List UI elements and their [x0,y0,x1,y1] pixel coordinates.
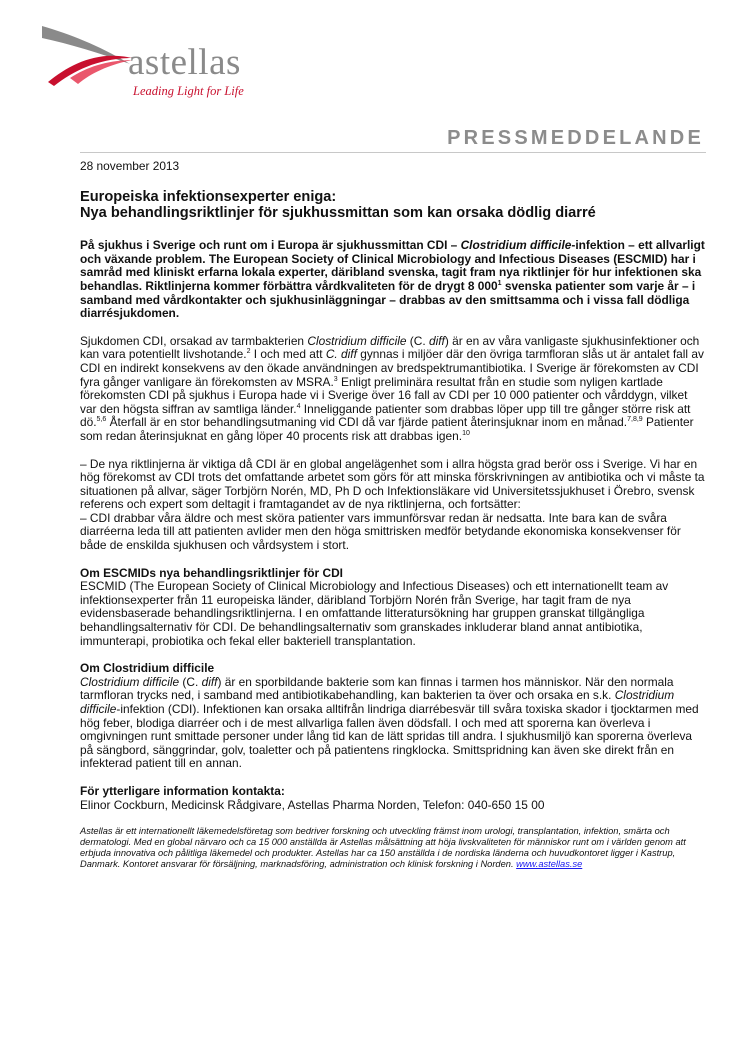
section-body: ESCMID (The European Society of Clinical Microbiology and Infectious Diseases) och ett internationellt team av infektionsexperter från 11 europeiska länder, däribland Torbjörn Norén från Sverige, har tagit fram de nya evidensbaserade behandlingsriktlinjerna. I en omfattande litteratursökning har gruppen granskat tillgängliga behandlingsalternativ för CDI. De behandlingsalternativ som granskades inkluderar bland annat antibiotika, immunterapi, probiotika och fekal eller bakteriell transplantation. [80,579,669,648]
text: (C. [179,674,202,689]
section-escmid [80,567,706,649]
quote-text: – CDI drabbar våra äldre och mest sköra patienter vars immunförsvar redan är nedsatta. Inte bara kan de svåra diarréerna leda till att patienten avlider men den höga smittrisken medför betydande ekonomiska konsekvenser för både de enskilda sjukhusen och vårdsystem i stort. [80,510,681,553]
headline-line-1: Europeiska infektionsexperter eniga: [80,188,337,205]
section-body [80,676,706,771]
text: gynnas i miljöer där den övriga tarmfloran slås ut är antalet fall av CDI en indirekt konsekvens av den ökade användningen av bredspektrumantibiotika. I Sverige är förekomsten av CDI fyra gånger vanligare än förekomsten av MSRA. [80,347,704,389]
text: ) är en sporbildande bakterie som kan finnas i tarmen hos människor. När den normala tarmfloran trycks ned, i samband med antibiotikabehandling, kan bakterien ta över och orsaka en s.k. [80,674,674,703]
italic-text: diff [428,333,445,348]
company-boilerplate [80,826,706,870]
astellas-logo[interactable] [40,18,270,98]
footnote-ref: 4 [296,402,301,410]
document-body [80,160,706,870]
text: Sjukdomen CDI, orsakad av tarmbakterien [80,333,308,348]
release-date: 28 november 2013 [80,159,180,173]
section-heading: Om Clostridium difficile [80,661,215,676]
footnote-ref: 1 [497,280,502,287]
footnote-ref: 7,8,9 [627,416,643,424]
text: ) är en av våra vanligaste sjukhusinfektioner och kan vara potentiellt livshotande. [80,333,700,362]
lead-text: svenska patienter som varje år – i samband med vårdkontakter och sjukhusinläggningar – drabbas av den smittsamma och i vissa fall dödliga diarrésjukdomen. [80,278,696,321]
text: (C. [406,333,429,348]
quote-text: – De nya riktlinjerna är viktiga då CDI är en global angelägenhet som i allra högsta grad berör oss i Sverige. Vi har en hög förekomst av CDI trots det omfattande arbetet som görs för att minska förskrivningen av antibiotika och vi måste ta situationen på allvar, säger Torbjörn Norén, MD, Ph D och Infektionsläkare vid Universitetssjukhuset i Örebro, svensk referens och expert som deltagit i framtagandet av de nya riktlinjerna, och fortsätter: [80,456,705,512]
section-clostridium [80,662,706,771]
lead-paragraph [80,239,706,321]
lead-text: På sjukhus i Sverige och runt om i Europa är sjukhussmittan CDI – [80,238,461,253]
headline [80,189,706,223]
header-divider [80,152,706,153]
text: Inneliggande patienter som drabbas löper upp till tre gånger större risk att dö. [80,401,691,430]
boilerplate-text: Astellas är ett internationellt läkemedelsföretag som bedriver forskning och utveckling främst inom urologi, transplantation, infektion, smärta och dermatologi. Med en global närvaro och ca 15 000 anställda är Astellas målsättning att höja livskvaliteten för människor runt om i världen genom att erbjuda innovativa och pålitliga läkemedel och produkter. Astellas har ca 150 anställda i de nordiska länderna och huvudkontoret ligger i Kastrup, Danmark. Kontoret ansvarar för försäljning, marknadsföring, administration och klinisk forskning i Norden. [80,826,686,870]
italic-text: Clostridium difficile [80,688,675,716]
footnote-ref: 5,6 [96,416,107,424]
logo-tagline: Leading Light for Life [133,84,244,98]
footnote-ref: 10 [462,429,470,437]
text: I och med att [250,347,326,362]
italic-text: C. diff [325,347,357,362]
italic-text: Clostridium difficile [307,333,407,348]
headline-line-2: Nya behandlingsriktlinjer för sjukhussmittan som kan orsaka dödlig diarré [80,205,596,222]
text: Patienter som redan återinsjuknat en gång löper 40 procents risk att drabbas igen. [80,415,694,443]
text: Återfall är en stor behandlingsutmaning vid CDI då var fjärde patient återinsjuknar inom en månad. [106,415,628,430]
text: Enligt preliminära resultat från en studie som nyligen kartlade förekomsten CDI på sjukhus i Europa hade vi i Sverige över 16 fall av CDI per 10 000 patienter och vårddygn, vilket var den högsta siffran av samtliga länder. [80,374,688,416]
section-heading: Om ESCMIDs nya behandlingsriktlinjer för CDI [80,565,343,580]
lead-text: -infektion – ett allvarligt och växande problem. The European Society of Clinical Microbiology and Infectious Diseases (ESCMID) har i samråd med kliniskt erfarna lokala experter, däribland svenska, tagit fram nya riktlinjer för hur infektionen ska behandlas. Riktlinjerna kommer förbättra vårdkvaliteten för de drygt 8 000 [80,238,705,293]
lead-italic: Clostridium difficile [460,238,572,253]
italic-text: diff [201,674,218,689]
footnote-ref: 3 [333,375,338,383]
swoosh-logo-icon [40,24,135,86]
body-paragraph-1 [80,335,706,444]
logo-wordmark: astellas [128,42,241,83]
italic-text: Clostridium difficile [80,674,180,689]
contact-line: Elinor Cockburn, Medicinsk Rådgivare, Astellas Pharma Norden, Telefon: 040-650 15 00 [80,797,545,812]
website-link[interactable]: www.astellas.se [516,859,583,870]
press-release-label: PRESSMEDDELANDE [447,127,704,149]
quote-paragraph [80,458,706,553]
section-contact [80,785,706,812]
footnote-ref: 2 [246,348,251,356]
contact-heading: För ytterligare information kontakta: [80,783,285,798]
text: -infektion (CDI). Infektionen kan orsaka alltifrån lindriga diarrébesvär till svåra toxiska skador i tjocktarmen med hög feber, blodiga diarréer och i de mest allvarliga fallen även dödsfall. I och med att sporerna kan överleva i omgivningen runt smittade personer under lång tid kan de lätt spridas till andra. I sjukhusmiljö kan sporerna överleva på sängbord, sänggrindar, golv, toaletter och på patientens ringklocka. Smittspridning kan även ske direkt från en infekterad patient till en annan. [80,702,699,771]
